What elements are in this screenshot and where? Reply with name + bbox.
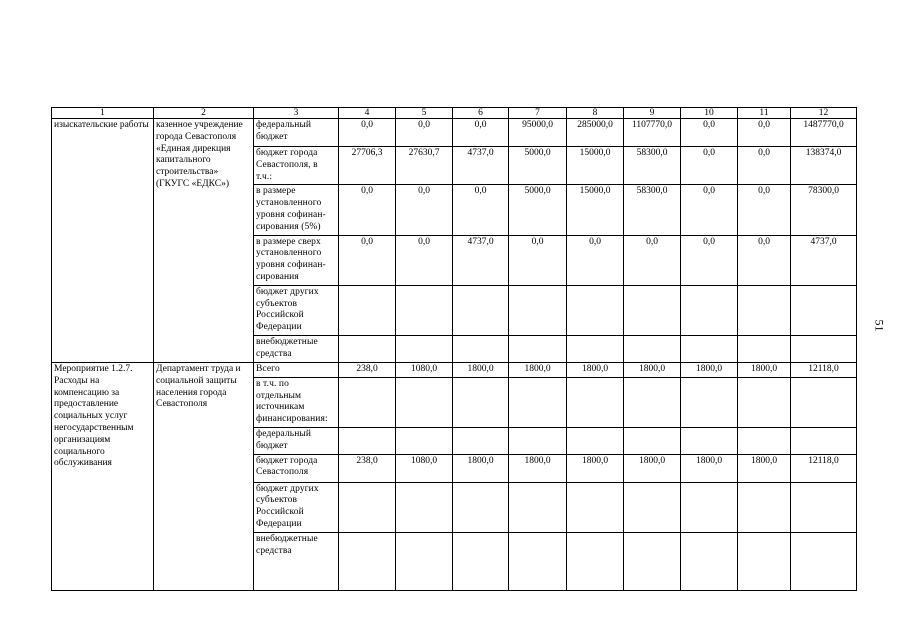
amount-cell bbox=[738, 427, 791, 454]
amount-cell: 1800,0 bbox=[738, 454, 791, 482]
amount-cell bbox=[681, 285, 738, 335]
funding-source: внебюджетные средства bbox=[254, 335, 339, 362]
header-cell: 10 bbox=[681, 108, 738, 119]
amount-cell: 0,0 bbox=[738, 185, 791, 235]
header-cell: 1 bbox=[52, 108, 154, 119]
amount-cell: 58300,0 bbox=[624, 185, 681, 235]
amount-cell: 27630,7 bbox=[396, 147, 453, 185]
amount-cell: 58300,0 bbox=[624, 147, 681, 185]
amount-cell bbox=[396, 427, 453, 454]
header-cell: 12 bbox=[791, 108, 857, 119]
amount-cell: 15000,0 bbox=[567, 147, 624, 185]
amount-cell: 4737,0 bbox=[453, 235, 509, 285]
amount-cell bbox=[738, 377, 791, 427]
amount-cell: 0,0 bbox=[567, 235, 624, 285]
amount-cell: 0,0 bbox=[453, 119, 509, 147]
amount-cell: 4737,0 bbox=[453, 147, 509, 185]
header-cell: 7 bbox=[509, 108, 567, 119]
amount-cell bbox=[567, 285, 624, 335]
amount-cell bbox=[791, 285, 857, 335]
amount-cell bbox=[509, 532, 567, 590]
amount-cell: 1080,0 bbox=[396, 454, 453, 482]
amount-cell bbox=[791, 377, 857, 427]
amount-cell: 1800,0 bbox=[509, 362, 567, 377]
amount-cell bbox=[509, 377, 567, 427]
amount-cell: 78300,0 bbox=[791, 185, 857, 235]
amount-cell bbox=[567, 482, 624, 532]
amount-cell bbox=[791, 482, 857, 532]
amount-cell bbox=[339, 482, 396, 532]
amount-cell bbox=[567, 427, 624, 454]
amount-cell bbox=[681, 377, 738, 427]
amount-cell bbox=[567, 335, 624, 362]
amount-cell: 0,0 bbox=[396, 185, 453, 235]
amount-cell bbox=[509, 427, 567, 454]
funding-source: бюджет других субъектов Российской Федерации bbox=[254, 285, 339, 335]
header-cell: 4 bbox=[339, 108, 396, 119]
activity-name: изыскательские работы bbox=[52, 119, 154, 363]
amount-cell bbox=[396, 482, 453, 532]
activity-name: Мероприятие 1.2.7. Расходы на компенсацию за предоставление социальных услуг негосударственным организациям социального обслуживания bbox=[52, 362, 154, 590]
amount-cell: 0,0 bbox=[339, 119, 396, 147]
amount-cell bbox=[624, 532, 681, 590]
amount-cell bbox=[509, 335, 567, 362]
amount-cell bbox=[453, 377, 509, 427]
amount-cell: 1800,0 bbox=[567, 454, 624, 482]
funding-source: бюджет города Севастополя bbox=[254, 454, 339, 482]
amount-cell: 1800,0 bbox=[453, 362, 509, 377]
amount-cell bbox=[791, 335, 857, 362]
header-cell: 5 bbox=[396, 108, 453, 119]
amount-cell: 15000,0 bbox=[567, 185, 624, 235]
amount-cell bbox=[738, 335, 791, 362]
amount-cell: 4737,0 bbox=[791, 235, 857, 285]
funding-source: бюджет города Севастополя, в т.ч.: bbox=[254, 147, 339, 185]
amount-cell bbox=[738, 285, 791, 335]
amount-cell: 0,0 bbox=[396, 119, 453, 147]
amount-cell bbox=[791, 427, 857, 454]
amount-cell bbox=[339, 335, 396, 362]
amount-cell: 1800,0 bbox=[567, 362, 624, 377]
amount-cell bbox=[396, 335, 453, 362]
amount-cell: 0,0 bbox=[339, 185, 396, 235]
amount-cell bbox=[567, 532, 624, 590]
responsible-executor: Департамент труда и социальной защиты населения города Севастополя bbox=[154, 362, 254, 590]
amount-cell bbox=[681, 532, 738, 590]
amount-cell bbox=[453, 427, 509, 454]
amount-cell: 0,0 bbox=[339, 235, 396, 285]
amount-cell: 0,0 bbox=[681, 147, 738, 185]
page-number: 51 bbox=[872, 319, 887, 332]
header-cell: 3 bbox=[254, 108, 339, 119]
header-cell: 8 bbox=[567, 108, 624, 119]
amount-cell bbox=[339, 285, 396, 335]
amount-cell: 95000,0 bbox=[509, 119, 567, 147]
header-cell: 11 bbox=[738, 108, 791, 119]
budget-table bbox=[51, 107, 857, 591]
amount-cell: 0,0 bbox=[681, 119, 738, 147]
amount-cell: 1080,0 bbox=[396, 362, 453, 377]
amount-cell: 285000,0 bbox=[567, 119, 624, 147]
funding-source: в т.ч. по отдельным источникам финансирования: bbox=[254, 377, 339, 427]
table-row bbox=[52, 119, 857, 147]
amount-cell bbox=[396, 377, 453, 427]
amount-cell bbox=[791, 532, 857, 590]
amount-cell: 0,0 bbox=[396, 235, 453, 285]
funding-source: бюджет других субъектов Российской Федерации bbox=[254, 482, 339, 532]
amount-cell: 5000,0 bbox=[509, 185, 567, 235]
header-row bbox=[52, 108, 857, 119]
amount-cell: 1800,0 bbox=[738, 362, 791, 377]
amount-cell bbox=[396, 532, 453, 590]
amount-cell: 0,0 bbox=[681, 235, 738, 285]
funding-source: в размере сверх установленного уровня софинан-сирования bbox=[254, 235, 339, 285]
amount-cell: 1800,0 bbox=[681, 362, 738, 377]
amount-cell: 27706,3 bbox=[339, 147, 396, 185]
amount-cell: 12118,0 bbox=[791, 362, 857, 377]
amount-cell bbox=[681, 335, 738, 362]
amount-cell: 0,0 bbox=[509, 235, 567, 285]
amount-cell: 1800,0 bbox=[453, 454, 509, 482]
amount-cell: 5000,0 bbox=[509, 147, 567, 185]
funding-source: Всего bbox=[254, 362, 339, 377]
amount-cell bbox=[509, 482, 567, 532]
amount-cell: 1800,0 bbox=[624, 362, 681, 377]
amount-cell bbox=[738, 482, 791, 532]
amount-cell bbox=[453, 532, 509, 590]
amount-cell: 1487770,0 bbox=[791, 119, 857, 147]
amount-cell bbox=[624, 482, 681, 532]
amount-cell bbox=[396, 285, 453, 335]
amount-cell: 1800,0 bbox=[681, 454, 738, 482]
header-cell: 2 bbox=[154, 108, 254, 119]
amount-cell: 12118,0 bbox=[791, 454, 857, 482]
funding-source: внебюджетные средства bbox=[254, 532, 339, 590]
amount-cell: 0,0 bbox=[738, 147, 791, 185]
amount-cell bbox=[339, 377, 396, 427]
responsible-executor: казенное учреждение города Севастополя «Единая дирекция капитального строительства» (ГКУГС «ЕДКС») bbox=[154, 119, 254, 363]
amount-cell bbox=[681, 427, 738, 454]
amount-cell: 138374,0 bbox=[791, 147, 857, 185]
amount-cell: 0,0 bbox=[738, 235, 791, 285]
amount-cell bbox=[567, 377, 624, 427]
funding-source: в размере установленного уровня софинан-сирования (5%) bbox=[254, 185, 339, 235]
amount-cell bbox=[738, 532, 791, 590]
funding-source: федеральный бюджет bbox=[254, 119, 339, 147]
amount-cell bbox=[453, 482, 509, 532]
amount-cell bbox=[453, 285, 509, 335]
amount-cell: 238,0 bbox=[339, 454, 396, 482]
amount-cell: 1800,0 bbox=[509, 454, 567, 482]
amount-cell bbox=[509, 285, 567, 335]
amount-cell: 238,0 bbox=[339, 362, 396, 377]
amount-cell bbox=[339, 532, 396, 590]
amount-cell bbox=[681, 482, 738, 532]
amount-cell bbox=[624, 335, 681, 362]
amount-cell: 1107770,0 bbox=[624, 119, 681, 147]
header-cell: 6 bbox=[453, 108, 509, 119]
amount-cell bbox=[624, 427, 681, 454]
funding-source: федеральный бюджет bbox=[254, 427, 339, 454]
amount-cell: 0,0 bbox=[681, 185, 738, 235]
table-row bbox=[52, 362, 857, 377]
header-cell: 9 bbox=[624, 108, 681, 119]
amount-cell: 0,0 bbox=[453, 185, 509, 235]
amount-cell bbox=[624, 285, 681, 335]
amount-cell bbox=[453, 335, 509, 362]
amount-cell bbox=[624, 377, 681, 427]
amount-cell: 1800,0 bbox=[624, 454, 681, 482]
amount-cell: 0,0 bbox=[624, 235, 681, 285]
amount-cell: 0,0 bbox=[738, 119, 791, 147]
amount-cell bbox=[339, 427, 396, 454]
